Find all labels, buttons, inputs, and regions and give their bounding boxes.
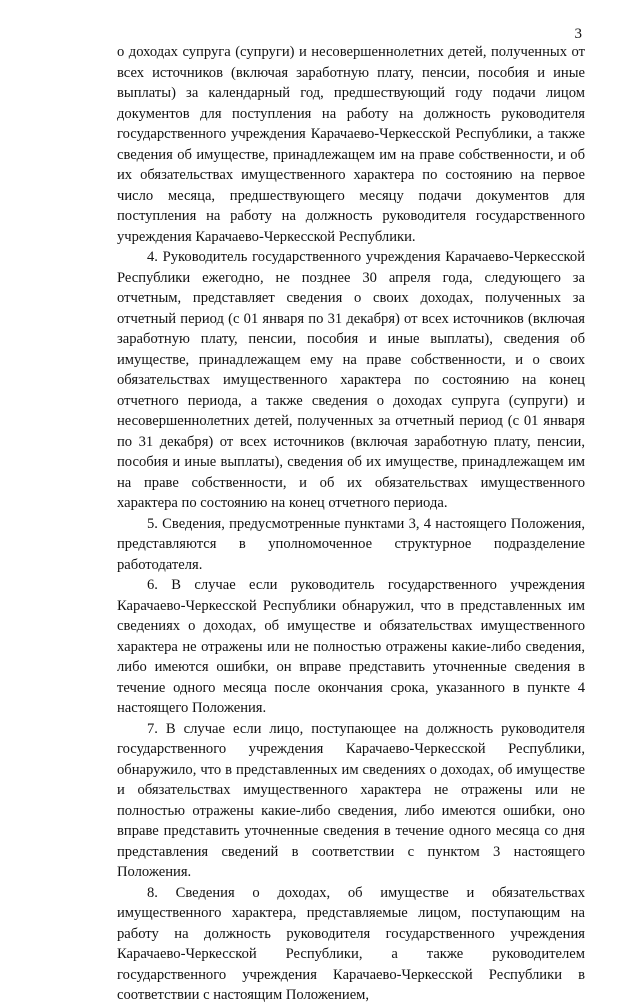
paragraph-item-8: 8. Сведения о доходах, об имуществе и обязательствах имущественного характера, представляемые лицом, поступающим на работу на должность руководителя государственного учреждения Карачаево-Черкесской Республики, а также руководителем государственного учреждения Карачаево-Черкесской Республики в соответствии с настоящим Положением, — [117, 884, 585, 1003]
paragraph-item-4: 4. Руководитель государственного учреждения Карачаево-Черкесской Республики ежегодно, не позднее 30 апреля года, следующего за отчетным, представляет сведения о своих доходах, полученных за отчетный период (с 01 января по 31 декабря) от всех источников (включая заработную плату, пенсии, пособия и иные выплаты), сведения об имуществе, принадлежащем ему на праве собственности, и о своих обязательствах имущественного характера по состоянию на конец отчетного периода, а также сведения о доходах супруга (супруги) и несовершеннолетних детей, полученных за отчетный период (с 01 января по 31 декабря) от всех источников (включая заработную плату, пенсии, пособия и иные выплаты), сведения об их имуществе, принадлежащем им на праве собственности, и об их обязательствах имущественного характера по состоянию на конец отчетного периода. — [117, 249, 585, 511]
paragraph-item-6: 6. В случае если руководитель государственного учреждения Карачаево-Черкесской Республики обнаружил, что в представленных им сведениях о доходах, об имуществе и обязательствах имущественного характера не отражены или не полностью отражены какие-либо сведения, либо имеются ошибки, он вправе представить уточненные сведения в течение одного месяца после окончания срока, указанного в пункте 4 настоящего Положения. — [117, 577, 585, 716]
paragraph-continuation: о доходах супруга (супруги) и несовершеннолетних детей, полученных от всех источников (включая заработную плату, пенсии, пособия и иные выплаты) за календарный год, предшествующий году подачи лицом документов для поступления на работу на должность руководителя государственного учреждения Карачаево-Черкесской Республики, а также сведения об имуществе, принадлежащем им на праве собственности, и об их обязательствах имущественного характера по состоянию на первое число месяца, предшествующего месяцу подачи документов для поступления на работу на должность руководителя государственного учреждения Карачаево-Черкесской Республики. — [117, 44, 585, 245]
page-number: 3 — [574, 26, 582, 42]
paragraph-item-5: 5. Сведения, предусмотренные пунктами 3, 4 настоящего Положения, представляются в уполномоченное структурное подразделение работодателя. — [117, 515, 585, 573]
paragraph-item-7: 7. В случае если лицо, поступающее на должность руководителя государственного учреждения Карачаево-Черкесской Республики, обнаружило, что в представленных им сведениях о доходах, об имуществе и обязательствах имущественного характера не отражены или не полностью отражены какие-либо сведения, либо имеются ошибки, оно вправе представить уточненные сведения в течение одного месяца со дня представления сведений в соответствии с пунктом 3 настоящего Положения. — [117, 720, 585, 880]
document-body — [117, 42, 585, 1006]
